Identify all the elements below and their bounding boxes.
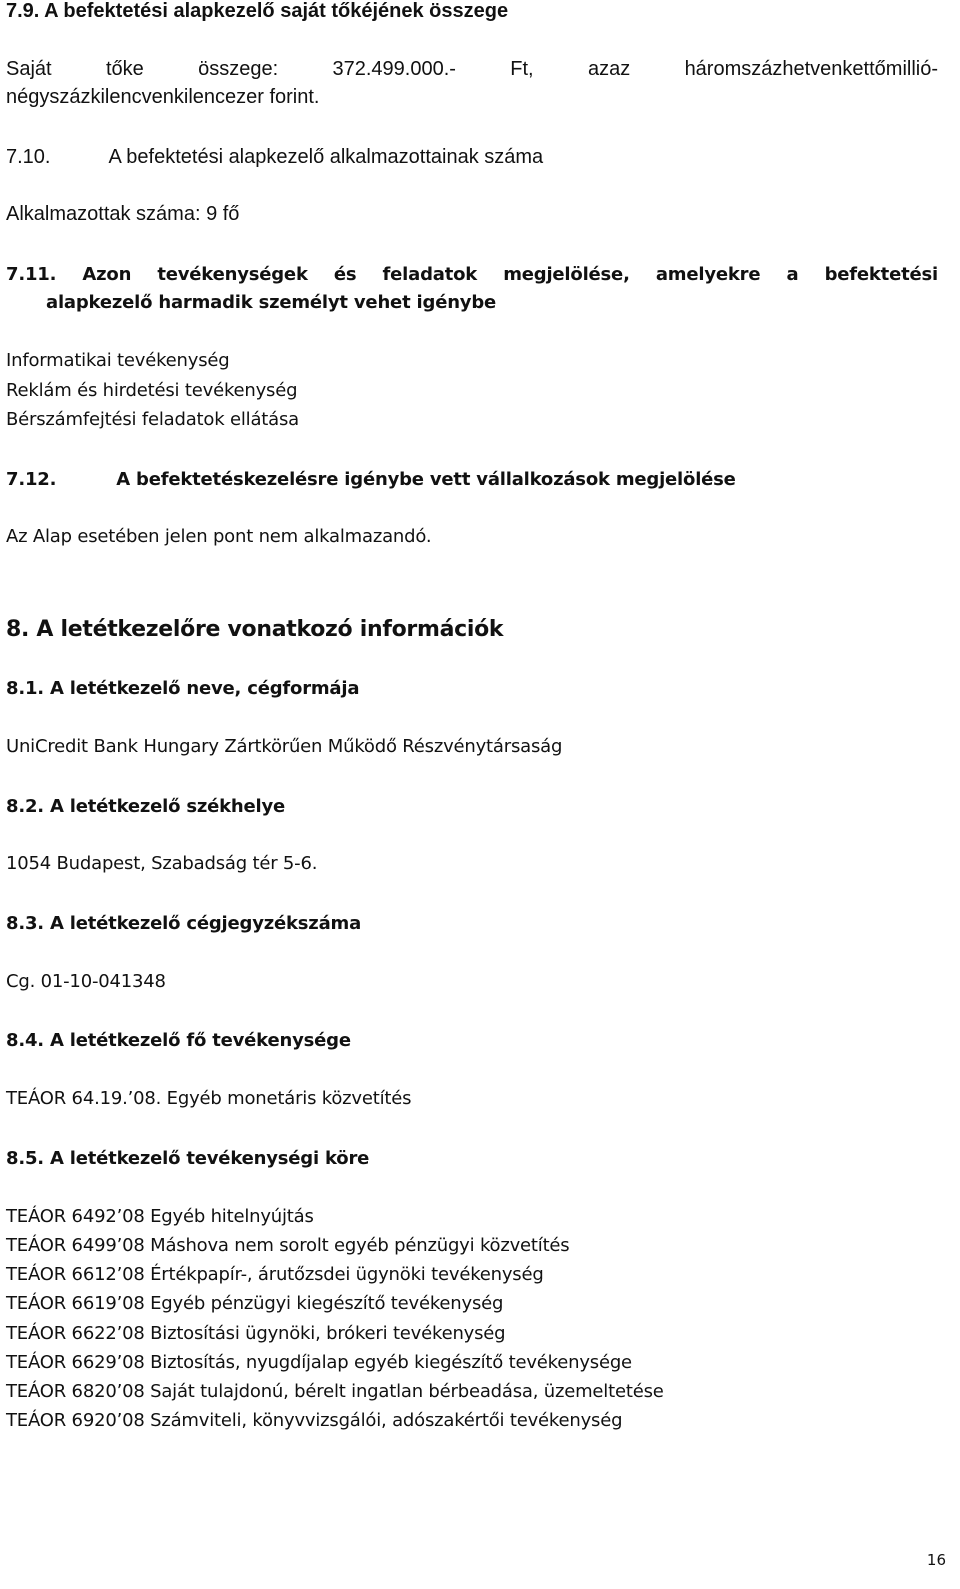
activity-item: TEÁOR 6622’08 Biztosítási ügynöki, brókeri tevékenység	[6, 1323, 506, 1344]
activity-item: TEÁOR 6920’08 Számviteli, könyvvizsgálói, adószakértői tevékenység	[6, 1410, 623, 1431]
employee-count: Alkalmazottak száma: 9 fő	[6, 203, 240, 225]
section-number: 7.12.	[6, 469, 57, 490]
page-number: 16	[926, 1551, 946, 1569]
list-item: Reklám és hirdetési tevékenység	[6, 380, 298, 401]
section-7-12-heading	[6, 469, 736, 490]
word: tőke	[105, 58, 144, 80]
section-8-heading: 8. A letétkezelőre vonatkozó információk	[6, 617, 504, 642]
activity-item: TEÁOR 6629’08 Biztosítás, nyugdíjalap egyéb kiegészítő tevékenysége	[6, 1352, 632, 1373]
section-number: 7.10.	[6, 146, 51, 168]
activity-item: TEÁOR 6820’08 Saját tulajdonú, bérelt ingatlan bérbeadása, üzemeltetése	[6, 1381, 664, 1402]
word: feladatok	[382, 264, 478, 285]
word: 7.11.	[6, 264, 57, 285]
word: és	[333, 264, 357, 285]
word: összege:	[198, 58, 279, 80]
section-8-2-heading: 8.2. A letétkezelő székhelye	[6, 796, 286, 817]
depositary-name: UniCredit Bank Hungary Zártkörűen Működő Részvénytársaság	[6, 736, 563, 757]
section-8-1-heading: 8.1. A letétkezelő neve, cégformája	[6, 678, 360, 699]
word: Saját	[6, 58, 52, 80]
word: Ft,	[510, 58, 534, 80]
section-8-3-heading: 8.3. A letétkezelő cégjegyzékszáma	[6, 913, 362, 934]
section-7-9-heading: 7.9. A befektetési alapkezelő saját tőkéjének összege	[6, 0, 509, 22]
section-7-11-heading-line-1	[6, 264, 938, 285]
section-7-10-heading	[6, 146, 543, 169]
activity-item: TEÁOR 6619’08 Egyéb pénzügyi kiegészítő tevékenység	[6, 1293, 504, 1314]
activity-item: TEÁOR 6492’08 Egyéb hitelnyújtás	[6, 1206, 314, 1227]
word: háromszázhetvenkettőmillió-	[684, 58, 938, 80]
word: Azon	[82, 264, 132, 285]
list-item: Informatikai tevékenység	[6, 350, 230, 371]
word: 372.499.000.-	[332, 58, 456, 80]
list-item: Bérszámfejtési feladatok ellátása	[6, 409, 299, 430]
section-title: A befektetéskezelésre igénybe vett vállalkozások megjelölése	[116, 469, 736, 490]
word: befektetési	[824, 264, 938, 285]
equity-line-1	[6, 58, 938, 81]
word: tevékenységek	[157, 264, 308, 285]
section-8-4-heading: 8.4. A letétkezelő fő tevékenysége	[6, 1030, 351, 1051]
word: a	[786, 264, 799, 285]
word: amelyekre	[655, 264, 761, 285]
section-7-11-heading-line-2: alapkezelő harmadik személyt vehet igénybe	[46, 292, 497, 313]
equity-line-2: négyszázkilencvenkilencezer forint.	[6, 86, 320, 108]
company-registration-number: Cg. 01-10-041348	[6, 971, 166, 992]
word: megjelölése,	[503, 264, 630, 285]
depositary-address: 1054 Budapest, Szabadság tér 5-6.	[6, 853, 318, 874]
word: azaz	[587, 58, 631, 80]
section-title: A befektetési alapkezelő alkalmazottainak száma	[108, 146, 544, 168]
main-activity: TEÁOR 64.19.’08. Egyéb monetáris közvetítés	[6, 1088, 412, 1109]
activity-item: TEÁOR 6499’08 Máshova nem sorolt egyéb pénzügyi közvetítés	[6, 1235, 570, 1256]
section-8-5-heading: 8.5. A letétkezelő tevékenységi köre	[6, 1148, 370, 1169]
activity-item: TEÁOR 6612’08 Értékpapír-, árutőzsdei ügynöki tevékenység	[6, 1264, 544, 1285]
not-applicable-note: Az Alap esetében jelen pont nem alkalmazandó.	[6, 526, 432, 547]
